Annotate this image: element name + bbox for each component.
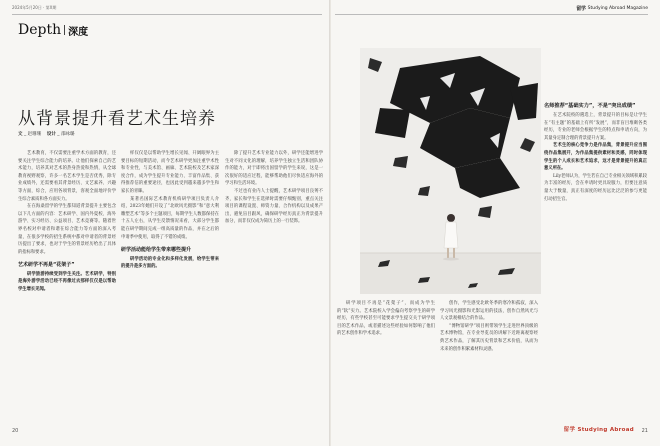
left-page (0, 0, 329, 446)
byline: 文 _ 赵珊珊 设计 _ 邵咏璐 (18, 132, 75, 137)
paragraph: 样仅仅是以帮助学生增长见闻、开阔眼界为主要目标的短期活动，而今艺术研学更加注重学术性和专业性，与美术馆、画廊、艺术院校及艺术家深度合作，成为学生提升专业能力、丰富作品集、获得推荐信的重要途径，也因此受到越来越多学生和家长的青睐。 (121, 151, 219, 194)
paragraph: 在艺术院校的遴选上，背景提升的目标是让学生在“有主题”的基础上有所“发展”，而非盲目堆砌各类经历，专业的老师会根据学生的特点和申请方向，为其量身定制合理的背景提升方案。 (544, 113, 647, 141)
byline-author: 赵珊珊 (27, 132, 42, 137)
running-header: 2024年5月20日 · 第X期 (12, 5, 57, 10)
section-label-cn: 深度 (68, 26, 89, 38)
header-rule (335, 14, 648, 15)
footer-logo: 留学 Studying Abroad (563, 427, 634, 433)
article-column-5 (440, 300, 538, 353)
paragraph: 研学项目不再是“花架子”，而成为学生的“软”实力。艺术院校入学会偏向考察学生的研学经历，有些学校甚至可能要求学生提交关于研学项目的艺术作品，或者描述这些经验如何影响了他们的艺术创作和学术追求。 (337, 301, 435, 337)
article-column-1 (18, 150, 116, 294)
paragraph: 除了提升艺术专业能力以外，研学还能增进学生对不同文化的理解，培养学生独立生活和团队协作的能力，对于即将出国留学的学生来说，这是一次很好的适应过程，能够帮助他们尽快适应海外的学习和生活环境。 (225, 151, 323, 187)
article-column-3 (225, 150, 323, 226)
section-label-en: Depth (18, 22, 62, 38)
paragraph: 研学旅游持续受到学生关注。艺术研学，特别是海外游学活动已经不再像过去那样仅仅是以帮助学生增长见闻。 (18, 271, 116, 292)
section-divider (64, 25, 65, 35)
magazine-header (576, 5, 648, 12)
subheading: 艺术研学不再是“花架子” (18, 262, 75, 269)
byline-design-label: 设计 (46, 132, 56, 137)
paragraph: 研学活动的专业化和多样化发展，给学生带来的提升是多方面的。 (121, 256, 219, 270)
article-column-2 (121, 150, 219, 271)
paragraph: 不过也有业内人士提醒，艺术研学项目良莠不齐，家长和学生在选择时需要仔细甄别，重点关注项目的课程设置、师资力量、合作机构以及成果产出，避免盲目跟风，确保研学经历真正为背景提升加分，而非仅仅成为简历上的一行装饰。 (225, 188, 323, 225)
header-rule (12, 14, 322, 15)
paragraph: 创作，学生感受北欧冬季的寒冷和孤寂，深入学习风光摄影和光影运用的技法，创作自然风光与人文景观相结合的作品。 (440, 301, 538, 322)
article-column-6 (544, 97, 647, 203)
section-label (18, 22, 88, 38)
magazine-name: Studying Abroad Magazine (587, 6, 648, 11)
paragraph: Lily老师认为，学生若在自己专业相关领域积累较为丰富的经历，会在申请时更具说服力，但要注意质量大于数量，真正有深度的经历远比泛泛的参与更能打动招生官。 (544, 173, 647, 202)
byline-text-label: 文 (18, 132, 23, 137)
sculpture-illustration (360, 48, 541, 294)
paragraph: 艺术生的核心竞争力是作品集，背景提升应当围绕作品集展开，为作品集提供素材和灵感，同时体现学生的个人成长和艺术追求，这才是背景提升的真正意义所在。 (544, 143, 647, 172)
article-column-4 (337, 300, 435, 338)
paragraph: 某著名国际艺术教育机构研学项目负责人介绍，2023年她们开设了“北欧风光摄影”和“意大利雕塑艺术”等多个主题项目，每期学生人数都保持在十五人左右，从学生反馈情况来看，大部分学生都能在研学期间完成一组高质量的作品，并在之后的申请季中使用，取得了不错的成绩。 (121, 196, 219, 240)
page-number: 20 (12, 428, 19, 434)
subheading: 研学活动能给学生带来哪些提升 (121, 247, 192, 254)
paragraph: 在在海桑留学的学生都知道背景提升主要包含以下几方面的内容：艺术研学、国内外夏校、海外游学、实习经历、公益项目、艺术竞赛等。随着世界名校对申请者和谐在综合能力等方面的深入考量，在很多学校的招生系统中都对申请者的背景经历提出了要求，也对于学生的背景经历给出了具体的指标和要求。 (18, 204, 116, 255)
article-title: 从背景提升看艺术生培养 (18, 109, 216, 129)
artwork-photo (360, 48, 541, 294)
paragraph: 艺术教育，不仅需要注重学术方面的教育，还要关注学生综合能力的培养。让他们探索自己的艺术能力，培养其对艺术的热身热爱和热情，从全球教育视野观察，许多一名艺术学生是否优秀，除专业成绩外，还需要看其背景经历、文艺素养、兴趣等方面，综合，应用各项背景，客观全面地评价学生综合素质和各方面实力。 (18, 151, 116, 202)
page-number: 21 (641, 428, 648, 434)
paragraph: “博物馆研学”项目则带领学生走进世界顶级的艺术博物馆，在专业导览员的讲解下近距离观察经典艺术作品，了解其历史背景和艺术价值，从而为未来的创作积累素材和灵感。 (440, 323, 538, 352)
byline-designer: 邵咏璐 (60, 132, 75, 137)
subheading: 名师推荐“基础实力”，不是“突出成绩” (544, 103, 636, 109)
magazine-logo: 留学 (576, 6, 586, 12)
